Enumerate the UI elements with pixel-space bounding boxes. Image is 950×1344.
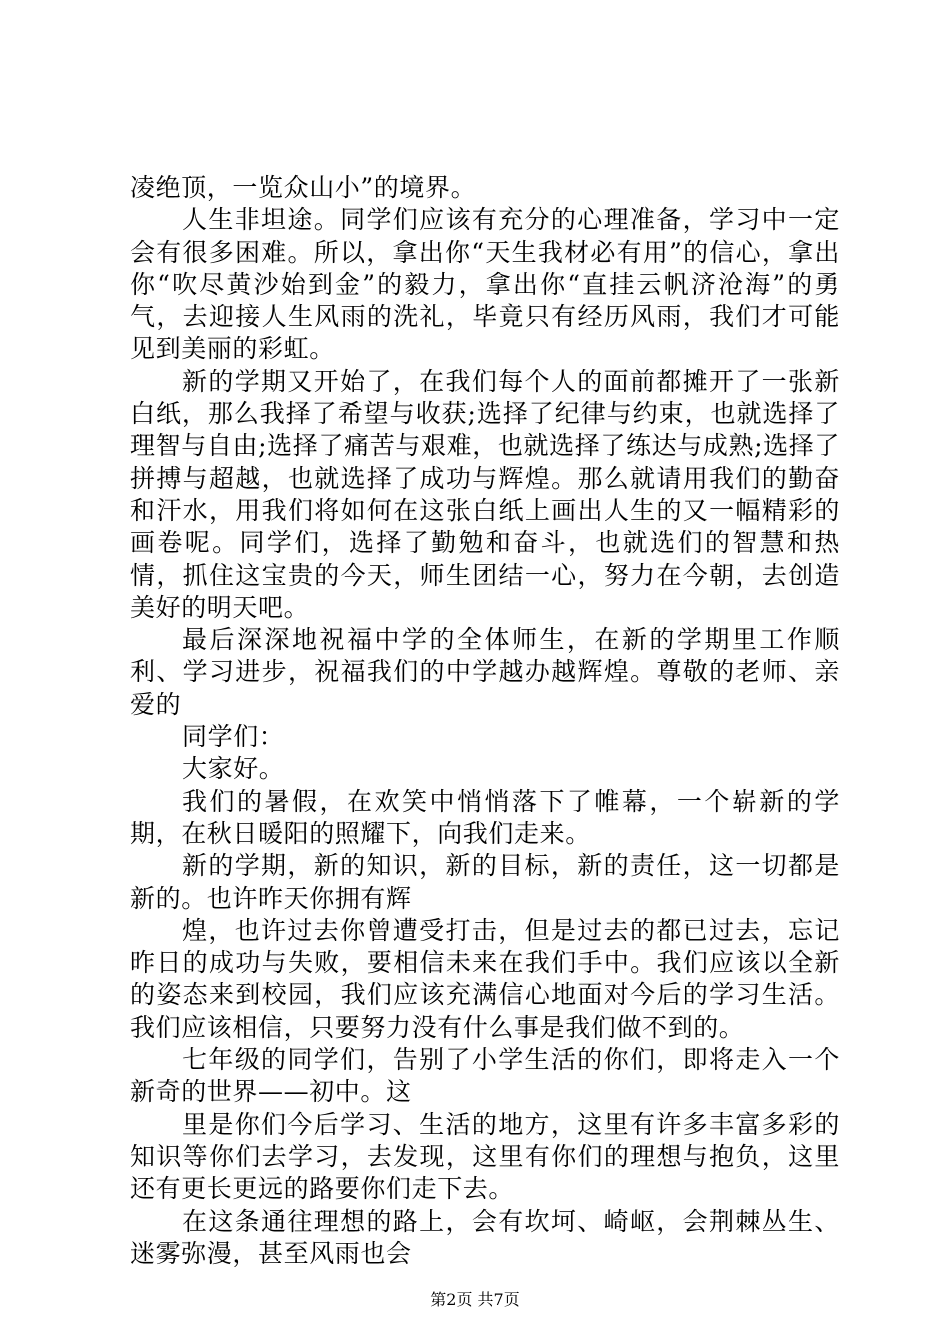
paragraph: 在这条通往理想的路上，会有坎坷、崎岖，会荆棘丛生、迷雾弥漫，甚至风雨也会 [130,1206,840,1268]
paragraph: 同学们： [182,722,285,752]
paragraph: 人生非坦途。同学们应该有充分的心理准备，学习中一定会有很多困难。所以，拿出你“天生我材必有用”的信心，拿出你“吹尽黄沙始到金”的毅力，拿出你“直挂云帆济沧海”的勇气，去迎接人生风雨的洗礼，毕竟只有经历风雨，我们才可能见到美丽的彩虹。 [130,205,840,364]
paragraph: 煌，也许过去你曾遭受打击，但是过去的都已过去，忘记昨日的成功与失败，要相信未来在我们手中。我们应该以全新的姿态来到校园，我们应该充满信心地面对今后的学习生活。我们应该相信，只要努力没有什么事是我们做不到的。 [130,915,840,1042]
page-footer: 第2页 共7页 [430,1290,520,1309]
paragraph: 最后深深地祝福中学的全体师生，在新的学期里工作顺利、学习进步，祝福我们的中学越办越辉煌。尊敬的老师、亲爱的 [130,625,840,719]
paragraph: 凌绝顶，一览众山小”的境界。 [130,173,477,202]
paragraph: 新的学期又开始了，在我们每个人的面前都摊开了一张新白纸，那么我择了希望与收获;选择了纪律与约束，也就选择了理智与自由;选择了痛苦与艰难，也就选择了练达与成熟;选择了拼搏与超越，也就选择了成功与辉煌。那么就请用我们的勤奋和汗水，用我们将如何在这张白纸上画出人生的又一幅精彩的画卷呢。同学们，选择了勤勉和奋斗，也就选们的智慧和热情，抓住这宝贵的今天，师生团结一心，努力在今朝，去创造美好的明天吧。 [130,366,840,622]
paragraph: 新的学期，新的知识，新的目标，新的责任，这一切都是新的。也许昨天你拥有辉 [130,851,840,913]
paragraph: 大家好。 [182,754,285,784]
paragraph: 七年级的同学们，告别了小学生活的你们，即将走入一个新奇的世界——初中。这 [130,1045,840,1107]
paragraph: 里是你们今后学习、生活的地方，这里有许多丰富多彩的知识等你们去学习，去发现，这里有你们的理想与抱负，这里还有更长更远的路要你们走下去。 [130,1109,840,1204]
document-body [130,172,840,1270]
paragraph: 我们的暑假，在欢笑中悄悄落下了帷幕，一个崭新的学期，在秋日暖阳的照耀下，向我们走来。 [130,786,840,848]
